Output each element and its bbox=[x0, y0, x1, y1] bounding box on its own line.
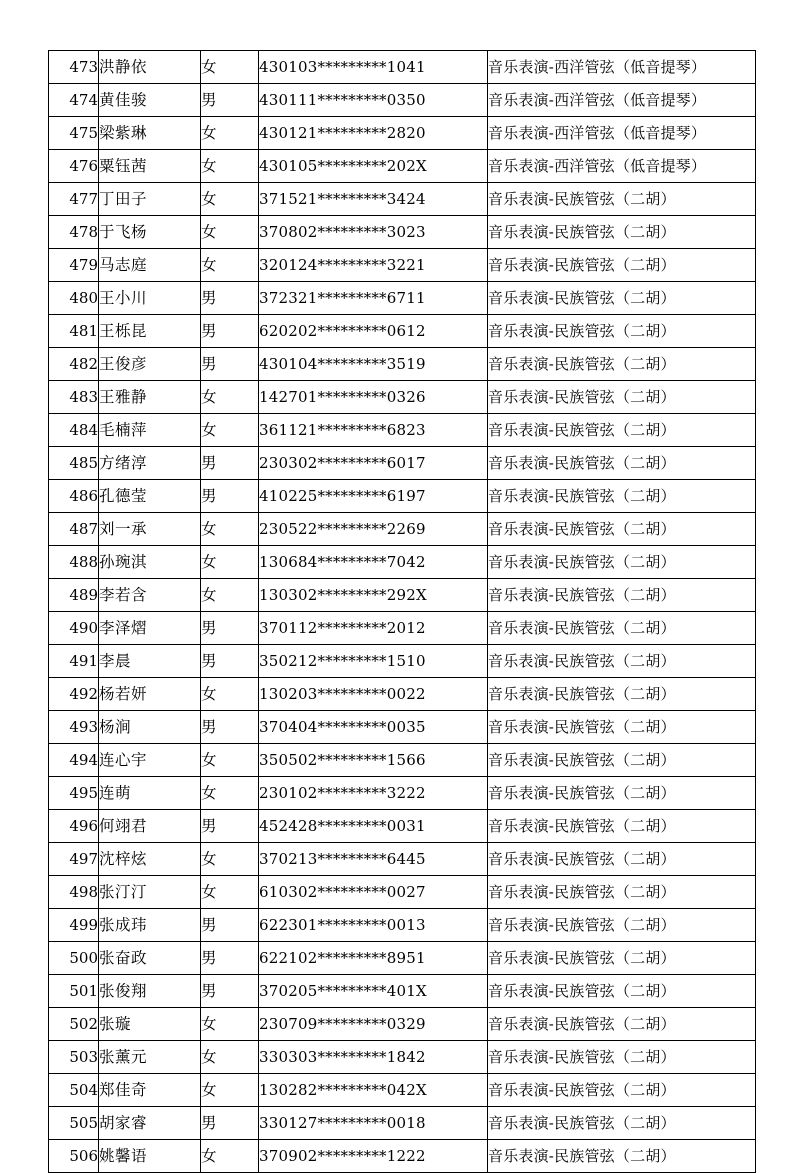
cell-applicant-name: 胡家睿 bbox=[99, 1107, 201, 1140]
table-row bbox=[49, 579, 756, 612]
cell-id-number: 230302*********6017 bbox=[259, 447, 488, 480]
cell-id-number: 230709*********0329 bbox=[259, 1008, 488, 1041]
cell-id-number: 371521*********3424 bbox=[259, 183, 488, 216]
cell-applicant-name: 王栎昆 bbox=[99, 315, 201, 348]
table-row bbox=[49, 84, 756, 117]
cell-program: 音乐表演-民族管弦（二胡） bbox=[488, 348, 756, 381]
cell-applicant-name: 连心宇 bbox=[99, 744, 201, 777]
table-row bbox=[49, 876, 756, 909]
cell-program: 音乐表演-民族管弦（二胡） bbox=[488, 612, 756, 645]
cell-gender: 女 bbox=[201, 1041, 259, 1074]
table-row bbox=[49, 447, 756, 480]
cell-program: 音乐表演-民族管弦（二胡） bbox=[488, 249, 756, 282]
cell-gender: 男 bbox=[201, 480, 259, 513]
cell-sequence-number: 487 bbox=[49, 513, 99, 546]
cell-applicant-name: 张成玮 bbox=[99, 909, 201, 942]
cell-applicant-name: 李晨 bbox=[99, 645, 201, 678]
cell-gender: 女 bbox=[201, 579, 259, 612]
table-row bbox=[49, 711, 756, 744]
cell-id-number: 610302*********0027 bbox=[259, 876, 488, 909]
cell-program: 音乐表演-民族管弦（二胡） bbox=[488, 942, 756, 975]
cell-applicant-name: 张汀汀 bbox=[99, 876, 201, 909]
table-row bbox=[49, 348, 756, 381]
cell-gender: 女 bbox=[201, 513, 259, 546]
cell-program: 音乐表演-西洋管弦（低音提琴） bbox=[488, 150, 756, 183]
cell-id-number: 430111*********0350 bbox=[259, 84, 488, 117]
cell-gender: 女 bbox=[201, 678, 259, 711]
table-row bbox=[49, 381, 756, 414]
cell-id-number: 130203*********0022 bbox=[259, 678, 488, 711]
table-row bbox=[49, 744, 756, 777]
table-row bbox=[49, 480, 756, 513]
cell-sequence-number: 497 bbox=[49, 843, 99, 876]
cell-gender: 男 bbox=[201, 975, 259, 1008]
cell-sequence-number: 499 bbox=[49, 909, 99, 942]
table-row bbox=[49, 282, 756, 315]
cell-applicant-name: 王小川 bbox=[99, 282, 201, 315]
cell-gender: 女 bbox=[201, 1074, 259, 1107]
cell-id-number: 430105*********202X bbox=[259, 150, 488, 183]
cell-sequence-number: 486 bbox=[49, 480, 99, 513]
cell-id-number: 330303*********1842 bbox=[259, 1041, 488, 1074]
cell-applicant-name: 毛楠萍 bbox=[99, 414, 201, 447]
cell-gender: 男 bbox=[201, 447, 259, 480]
cell-program: 音乐表演-民族管弦（二胡） bbox=[488, 414, 756, 447]
cell-gender: 男 bbox=[201, 909, 259, 942]
table-row bbox=[49, 810, 756, 843]
cell-id-number: 370205*********401X bbox=[259, 975, 488, 1008]
cell-applicant-name: 张俊翔 bbox=[99, 975, 201, 1008]
cell-program: 音乐表演-西洋管弦（低音提琴） bbox=[488, 117, 756, 150]
cell-id-number: 452428*********0031 bbox=[259, 810, 488, 843]
cell-applicant-name: 郑佳奇 bbox=[99, 1074, 201, 1107]
table-row bbox=[49, 612, 756, 645]
cell-id-number: 372321*********6711 bbox=[259, 282, 488, 315]
cell-sequence-number: 490 bbox=[49, 612, 99, 645]
cell-program: 音乐表演-民族管弦（二胡） bbox=[488, 1074, 756, 1107]
cell-sequence-number: 500 bbox=[49, 942, 99, 975]
cell-gender: 男 bbox=[201, 645, 259, 678]
cell-id-number: 370902*********1222 bbox=[259, 1140, 488, 1173]
cell-id-number: 620202*********0612 bbox=[259, 315, 488, 348]
cell-gender: 男 bbox=[201, 711, 259, 744]
cell-program: 音乐表演-民族管弦（二胡） bbox=[488, 1041, 756, 1074]
cell-id-number: 370404*********0035 bbox=[259, 711, 488, 744]
cell-id-number: 370213*********6445 bbox=[259, 843, 488, 876]
table-row bbox=[49, 975, 756, 1008]
cell-sequence-number: 483 bbox=[49, 381, 99, 414]
cell-id-number: 370802*********3023 bbox=[259, 216, 488, 249]
table-row bbox=[49, 1140, 756, 1173]
cell-sequence-number: 504 bbox=[49, 1074, 99, 1107]
cell-sequence-number: 505 bbox=[49, 1107, 99, 1140]
cell-gender: 女 bbox=[201, 117, 259, 150]
cell-id-number: 230522*********2269 bbox=[259, 513, 488, 546]
cell-program: 音乐表演-民族管弦（二胡） bbox=[488, 777, 756, 810]
cell-program: 音乐表演-西洋管弦（低音提琴） bbox=[488, 84, 756, 117]
cell-applicant-name: 李若含 bbox=[99, 579, 201, 612]
cell-program: 音乐表演-民族管弦（二胡） bbox=[488, 282, 756, 315]
cell-sequence-number: 492 bbox=[49, 678, 99, 711]
cell-sequence-number: 474 bbox=[49, 84, 99, 117]
cell-sequence-number: 498 bbox=[49, 876, 99, 909]
cell-program: 音乐表演-西洋管弦（低音提琴） bbox=[488, 51, 756, 84]
cell-program: 音乐表演-民族管弦（二胡） bbox=[488, 678, 756, 711]
cell-applicant-name: 王俊彦 bbox=[99, 348, 201, 381]
cell-program: 音乐表演-民族管弦（二胡） bbox=[488, 513, 756, 546]
cell-sequence-number: 491 bbox=[49, 645, 99, 678]
cell-applicant-name: 孔德莹 bbox=[99, 480, 201, 513]
cell-gender: 女 bbox=[201, 414, 259, 447]
table-row bbox=[49, 249, 756, 282]
cell-program: 音乐表演-民族管弦（二胡） bbox=[488, 876, 756, 909]
cell-id-number: 622102*********8951 bbox=[259, 942, 488, 975]
cell-applicant-name: 粟钰茜 bbox=[99, 150, 201, 183]
cell-program: 音乐表演-民族管弦（二胡） bbox=[488, 744, 756, 777]
cell-program: 音乐表演-民族管弦（二胡） bbox=[488, 645, 756, 678]
cell-applicant-name: 李泽熠 bbox=[99, 612, 201, 645]
cell-applicant-name: 丁田子 bbox=[99, 183, 201, 216]
cell-sequence-number: 480 bbox=[49, 282, 99, 315]
cell-gender: 男 bbox=[201, 282, 259, 315]
cell-sequence-number: 476 bbox=[49, 150, 99, 183]
cell-sequence-number: 503 bbox=[49, 1041, 99, 1074]
cell-id-number: 430104*********3519 bbox=[259, 348, 488, 381]
cell-sequence-number: 506 bbox=[49, 1140, 99, 1173]
cell-sequence-number: 489 bbox=[49, 579, 99, 612]
cell-sequence-number: 482 bbox=[49, 348, 99, 381]
table-row bbox=[49, 843, 756, 876]
cell-id-number: 350212*********1510 bbox=[259, 645, 488, 678]
admission-roster-table bbox=[48, 50, 756, 1173]
table-row bbox=[49, 546, 756, 579]
cell-gender: 女 bbox=[201, 777, 259, 810]
cell-id-number: 370112*********2012 bbox=[259, 612, 488, 645]
cell-applicant-name: 连萌 bbox=[99, 777, 201, 810]
cell-applicant-name: 方绪淳 bbox=[99, 447, 201, 480]
cell-applicant-name: 张奋政 bbox=[99, 942, 201, 975]
cell-applicant-name: 张薰元 bbox=[99, 1041, 201, 1074]
cell-id-number: 130302*********292X bbox=[259, 579, 488, 612]
cell-id-number: 130282*********042X bbox=[259, 1074, 488, 1107]
cell-sequence-number: 473 bbox=[49, 51, 99, 84]
cell-applicant-name: 洪静依 bbox=[99, 51, 201, 84]
cell-applicant-name: 王雅静 bbox=[99, 381, 201, 414]
cell-sequence-number: 481 bbox=[49, 315, 99, 348]
cell-program: 音乐表演-民族管弦（二胡） bbox=[488, 381, 756, 414]
cell-id-number: 130684*********7042 bbox=[259, 546, 488, 579]
cell-applicant-name: 杨涧 bbox=[99, 711, 201, 744]
cell-gender: 男 bbox=[201, 810, 259, 843]
cell-applicant-name: 姚馨语 bbox=[99, 1140, 201, 1173]
cell-id-number: 410225*********6197 bbox=[259, 480, 488, 513]
table-row bbox=[49, 51, 756, 84]
cell-applicant-name: 刘一承 bbox=[99, 513, 201, 546]
cell-gender: 女 bbox=[201, 183, 259, 216]
cell-gender: 女 bbox=[201, 216, 259, 249]
cell-sequence-number: 485 bbox=[49, 447, 99, 480]
cell-sequence-number: 478 bbox=[49, 216, 99, 249]
cell-gender: 男 bbox=[201, 942, 259, 975]
cell-gender: 男 bbox=[201, 1107, 259, 1140]
cell-program: 音乐表演-民族管弦（二胡） bbox=[488, 579, 756, 612]
table-row bbox=[49, 909, 756, 942]
cell-program: 音乐表演-民族管弦（二胡） bbox=[488, 975, 756, 1008]
cell-program: 音乐表演-民族管弦（二胡） bbox=[488, 480, 756, 513]
cell-gender: 女 bbox=[201, 1140, 259, 1173]
table-row bbox=[49, 678, 756, 711]
table-row bbox=[49, 216, 756, 249]
cell-program: 音乐表演-民族管弦（二胡） bbox=[488, 546, 756, 579]
cell-applicant-name: 黄佳骏 bbox=[99, 84, 201, 117]
cell-applicant-name: 梁紫琳 bbox=[99, 117, 201, 150]
cell-sequence-number: 494 bbox=[49, 744, 99, 777]
cell-applicant-name: 于飞杨 bbox=[99, 216, 201, 249]
cell-id-number: 622301*********0013 bbox=[259, 909, 488, 942]
cell-gender: 男 bbox=[201, 84, 259, 117]
table-row bbox=[49, 183, 756, 216]
cell-sequence-number: 475 bbox=[49, 117, 99, 150]
cell-program: 音乐表演-民族管弦（二胡） bbox=[488, 909, 756, 942]
cell-sequence-number: 488 bbox=[49, 546, 99, 579]
table-row bbox=[49, 513, 756, 546]
cell-id-number: 430121*********2820 bbox=[259, 117, 488, 150]
roster-table-body bbox=[49, 51, 756, 1173]
cell-applicant-name: 杨若妍 bbox=[99, 678, 201, 711]
cell-gender: 女 bbox=[201, 876, 259, 909]
cell-sequence-number: 477 bbox=[49, 183, 99, 216]
cell-applicant-name: 何翊君 bbox=[99, 810, 201, 843]
cell-program: 音乐表演-民族管弦（二胡） bbox=[488, 1107, 756, 1140]
table-row bbox=[49, 942, 756, 975]
cell-id-number: 350502*********1566 bbox=[259, 744, 488, 777]
cell-program: 音乐表演-民族管弦（二胡） bbox=[488, 447, 756, 480]
cell-gender: 男 bbox=[201, 315, 259, 348]
table-row bbox=[49, 1074, 756, 1107]
cell-applicant-name: 孙琬淇 bbox=[99, 546, 201, 579]
table-row bbox=[49, 315, 756, 348]
cell-sequence-number: 493 bbox=[49, 711, 99, 744]
cell-gender: 女 bbox=[201, 381, 259, 414]
cell-id-number: 142701*********0326 bbox=[259, 381, 488, 414]
table-row bbox=[49, 117, 756, 150]
cell-sequence-number: 502 bbox=[49, 1008, 99, 1041]
cell-gender: 女 bbox=[201, 51, 259, 84]
cell-sequence-number: 484 bbox=[49, 414, 99, 447]
cell-sequence-number: 479 bbox=[49, 249, 99, 282]
cell-sequence-number: 495 bbox=[49, 777, 99, 810]
cell-gender: 女 bbox=[201, 744, 259, 777]
cell-program: 音乐表演-民族管弦（二胡） bbox=[488, 216, 756, 249]
cell-program: 音乐表演-民族管弦（二胡） bbox=[488, 183, 756, 216]
cell-gender: 男 bbox=[201, 348, 259, 381]
cell-sequence-number: 496 bbox=[49, 810, 99, 843]
cell-program: 音乐表演-民族管弦（二胡） bbox=[488, 315, 756, 348]
cell-gender: 男 bbox=[201, 612, 259, 645]
cell-gender: 女 bbox=[201, 150, 259, 183]
table-row bbox=[49, 1107, 756, 1140]
cell-applicant-name: 沈梓炫 bbox=[99, 843, 201, 876]
cell-program: 音乐表演-民族管弦（二胡） bbox=[488, 1140, 756, 1173]
cell-id-number: 430103*********1041 bbox=[259, 51, 488, 84]
cell-applicant-name: 马志庭 bbox=[99, 249, 201, 282]
cell-gender: 女 bbox=[201, 546, 259, 579]
table-row bbox=[49, 645, 756, 678]
cell-program: 音乐表演-民族管弦（二胡） bbox=[488, 1008, 756, 1041]
cell-gender: 女 bbox=[201, 249, 259, 282]
cell-id-number: 230102*********3222 bbox=[259, 777, 488, 810]
cell-sequence-number: 501 bbox=[49, 975, 99, 1008]
roster-table-container bbox=[48, 50, 755, 1173]
cell-program: 音乐表演-民族管弦（二胡） bbox=[488, 810, 756, 843]
cell-gender: 女 bbox=[201, 1008, 259, 1041]
table-row bbox=[49, 777, 756, 810]
cell-id-number: 330127*********0018 bbox=[259, 1107, 488, 1140]
cell-id-number: 361121*********6823 bbox=[259, 414, 488, 447]
cell-gender: 女 bbox=[201, 843, 259, 876]
table-row bbox=[49, 414, 756, 447]
table-row bbox=[49, 1041, 756, 1074]
cell-id-number: 320124*********3221 bbox=[259, 249, 488, 282]
table-row bbox=[49, 1008, 756, 1041]
cell-program: 音乐表演-民族管弦（二胡） bbox=[488, 711, 756, 744]
table-row bbox=[49, 150, 756, 183]
cell-program: 音乐表演-民族管弦（二胡） bbox=[488, 843, 756, 876]
cell-applicant-name: 张璇 bbox=[99, 1008, 201, 1041]
